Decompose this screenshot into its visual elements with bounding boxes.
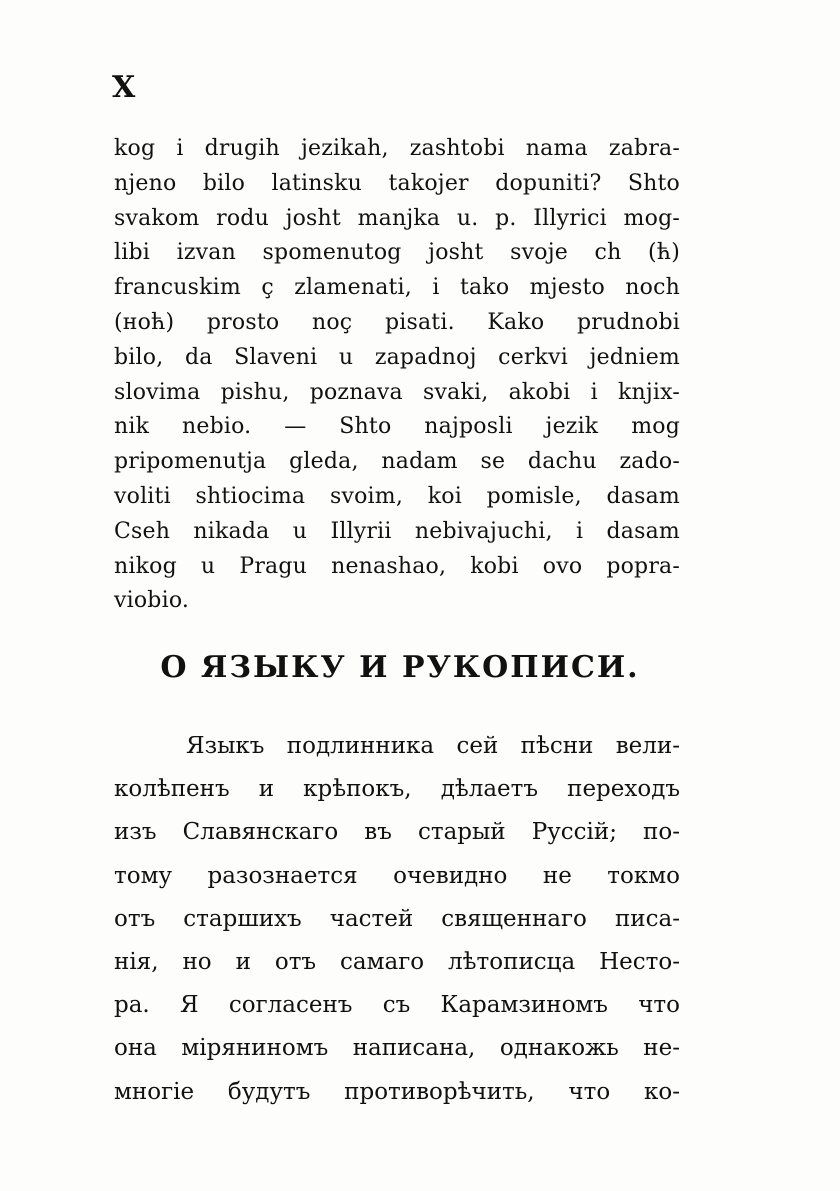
text-line: тому разознается очевидно не токмо [114, 862, 680, 889]
text-line: voliti shtiocima svoim, koi pomisle, dasam [114, 483, 680, 509]
text-line: нія, но и отъ самаго лѣтописца Несто- [114, 948, 680, 975]
text-line: она міряниномъ написана, однакожь не- [114, 1035, 680, 1062]
latin-paragraph [114, 132, 680, 619]
text-line: francuskim ç zlamenati, i tako mjesto noch [114, 275, 680, 301]
text-line: колѣпенъ и крѣпокъ, дѣлаетъ переходъ [114, 776, 680, 803]
text-line: ра. Я согласенъ съ Карамзиномъ что [114, 992, 680, 1019]
text-line: отъ старшихъ частей священнаго писа- [114, 905, 680, 932]
text-line: viobio. [114, 588, 190, 614]
text-line: slovima pishu, poznava svaki, akobi i knjix- [114, 379, 680, 405]
text-line: nikog u Pragu nenashao, kobi ovo popra- [114, 553, 680, 579]
text-line: bilo, da Slaveni u zapadnoj cerkvi jedniem [114, 344, 680, 370]
page-number: X [112, 70, 137, 105]
text-line: kog i drugih jezikah, zashtobi nama zabra- [114, 136, 680, 161]
text-line: (ноћ) prosto noç pisati. Kako prudnobi [114, 309, 680, 335]
text-line: изъ Славянскаго въ старый Руссій; по- [114, 819, 680, 846]
text-line: Cseh nikada u Illyrii nebivajuchi, i dasam [114, 518, 680, 544]
text-line: svakom rodu josht manjka u. p. Illyrici mog- [114, 205, 680, 231]
text-line: многіе будутъ противорѣчить, что ко- [114, 1078, 680, 1105]
cyrillic-paragraph [114, 725, 680, 1114]
text-line: Языкъ подлинника сей пѣсни вели- [186, 733, 680, 759]
text-line: pripomenutja gleda, nadam se dachu zado- [114, 449, 680, 475]
section-heading: О ЯЗЫКУ И РУКОПИСИ. [160, 650, 640, 685]
text-line: libi izvan spomenutog josht svoje ch (ћ) [114, 240, 680, 266]
text-line: njeno bilo latinsku takojer dopuniti? Shto [114, 170, 680, 196]
text-line: nik nebio. — Shto najposli jezik mog [114, 414, 680, 440]
